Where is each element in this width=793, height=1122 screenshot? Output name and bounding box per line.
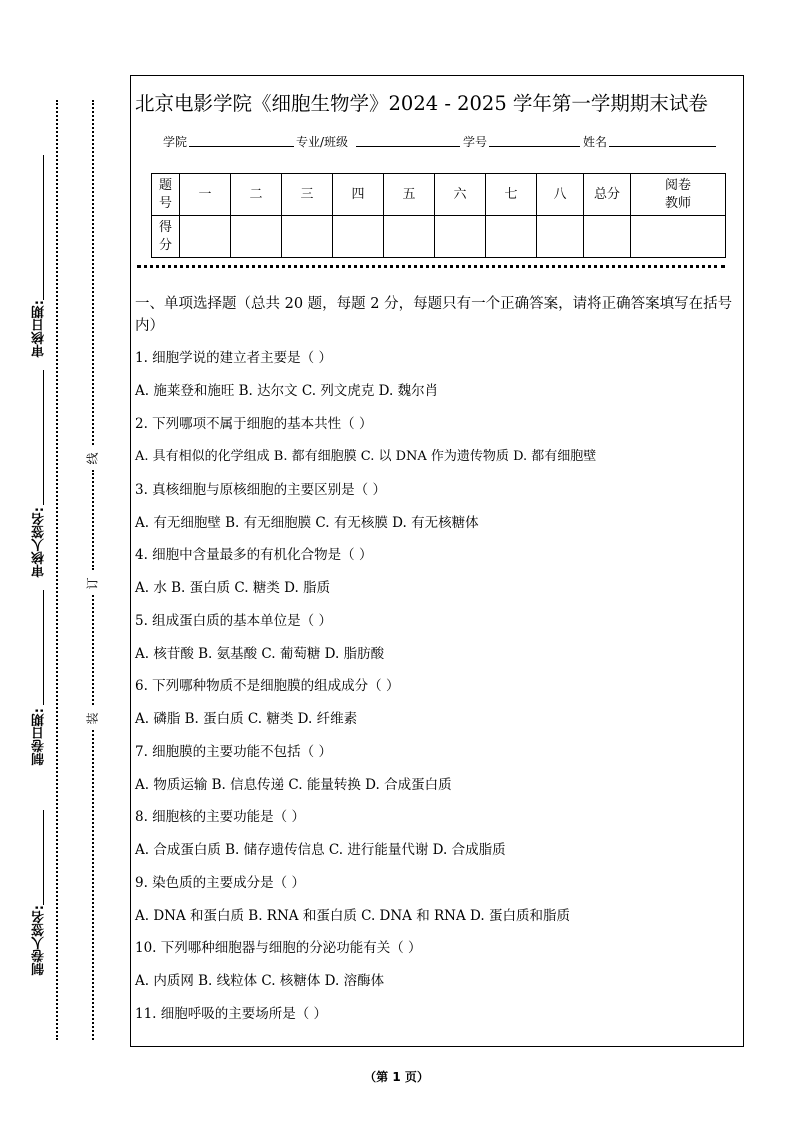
bind-dotted-line-mid2 bbox=[92, 595, 94, 705]
question-options: A. 物质运输 B. 信息传递 C. 能量转换 D. 合成蛋白质 bbox=[135, 777, 452, 793]
question-options: A. DNA 和蛋白质 B. RNA 和蛋白质 C. DNA 和 RNA D. 蛋白质和脂质 bbox=[135, 908, 570, 924]
score-col: 一 bbox=[180, 174, 231, 216]
question-options: A. 具有相似的化学组成 B. 都有细胞膜 C. 以 DNA 作为遗传物质 D. 都有细胞壁 bbox=[135, 449, 597, 464]
page-number: （第 1 页） bbox=[364, 1070, 429, 1084]
score-table bbox=[151, 173, 726, 258]
question: 9. 染色质的主要成分是（ ） bbox=[135, 875, 305, 891]
score-cell[interactable] bbox=[584, 216, 631, 258]
college-label: 学院 bbox=[163, 135, 188, 149]
question-options: A. 磷脂 B. 蛋白质 C. 糖类 D. 纤维素 bbox=[135, 711, 358, 727]
score-col-reviewer: 阅卷教师 bbox=[631, 174, 726, 216]
question: 10. 下列哪种细胞器与细胞的分泌功能有关（ ） bbox=[135, 940, 422, 956]
name-field[interactable] bbox=[609, 146, 716, 147]
bind-char: 订 bbox=[85, 577, 100, 590]
score-col: 六 bbox=[435, 174, 486, 216]
score-cell[interactable] bbox=[537, 216, 584, 258]
question-options: A. 有无细胞壁 B. 有无细胞膜 C. 有无核膜 D. 有无核糖体 bbox=[135, 515, 479, 531]
review-date-line bbox=[43, 155, 44, 300]
question: 2. 下列哪项不属于细胞的基本共性（ ） bbox=[135, 416, 373, 432]
score-row-head: 得分 bbox=[152, 216, 180, 258]
make-date-label: 制卷日期: bbox=[32, 708, 47, 766]
reviewer-sign-label: 审核人签名: bbox=[32, 507, 47, 578]
score-col-total: 总分 bbox=[584, 174, 631, 216]
score-cell[interactable] bbox=[180, 216, 231, 258]
college-field[interactable] bbox=[189, 146, 294, 147]
major-label: 专业/班级 bbox=[296, 135, 349, 149]
fold-char: 装 bbox=[85, 712, 100, 725]
student-id-field[interactable] bbox=[489, 146, 580, 147]
student-id-label: 学号 bbox=[463, 135, 488, 149]
make-date-line bbox=[43, 590, 44, 705]
question: 8. 细胞核的主要功能是（ ） bbox=[135, 809, 305, 825]
score-cell[interactable] bbox=[333, 216, 384, 258]
score-table-head: 题号 bbox=[152, 174, 180, 216]
score-cell[interactable] bbox=[231, 216, 282, 258]
major-field[interactable] bbox=[356, 146, 460, 147]
question-options: A. 核苷酸 B. 氨基酸 C. 葡萄糖 D. 脂肪酸 bbox=[135, 646, 385, 662]
score-cell[interactable] bbox=[384, 216, 435, 258]
question: 11. 细胞呼吸的主要场所是（ ） bbox=[135, 1006, 328, 1022]
score-cell[interactable] bbox=[486, 216, 537, 258]
score-cell[interactable] bbox=[631, 216, 726, 258]
maker-sign-line bbox=[43, 810, 44, 905]
question-options: A. 内质网 B. 线粒体 C. 核糖体 D. 溶酶体 bbox=[135, 973, 385, 989]
left-dotted-line bbox=[56, 100, 58, 1040]
question: 1. 细胞学说的建立者主要是（ ） bbox=[135, 350, 332, 366]
question: 6. 下列哪种物质不是细胞膜的组成成分（ ） bbox=[135, 678, 400, 694]
score-col: 二 bbox=[231, 174, 282, 216]
exam-title: 北京电影学院《细胞生物学》2024 - 2025 学年第一学期期末试卷 bbox=[135, 92, 708, 115]
separator-dotted bbox=[137, 265, 725, 268]
question: 3. 真核细胞与原核细胞的主要区别是（ ） bbox=[135, 482, 386, 498]
question: 5. 组成蛋白质的基本单位是（ ） bbox=[135, 613, 332, 629]
maker-sign-label: 制卷人签名: bbox=[32, 905, 47, 976]
bind-dotted-line-mid bbox=[92, 470, 94, 570]
score-col: 八 bbox=[537, 174, 584, 216]
name-label: 姓名 bbox=[583, 135, 608, 149]
score-cell[interactable] bbox=[435, 216, 486, 258]
score-cell[interactable] bbox=[282, 216, 333, 258]
reviewer-sign-line bbox=[43, 370, 44, 505]
question-options: A. 施莱登和施旺 B. 达尔文 C. 列文虎克 D. 魏尔肖 bbox=[135, 383, 439, 399]
score-col: 七 bbox=[486, 174, 537, 216]
score-col: 三 bbox=[282, 174, 333, 216]
review-date-label: 审核日期: bbox=[32, 300, 47, 358]
section-title: 一、单项选择题（总共 20 题，每题 2 分，每题只有一个正确答案，请将正确答案填写在括号内） bbox=[135, 296, 733, 334]
score-col: 五 bbox=[384, 174, 435, 216]
question: 4. 细胞中含量最多的有机化合物是（ ） bbox=[135, 547, 373, 563]
score-col: 四 bbox=[333, 174, 384, 216]
bind-dotted-line-top bbox=[92, 100, 94, 445]
line-char: 线 bbox=[85, 452, 100, 465]
question-options: A. 合成蛋白质 B. 储存遗传信息 C. 进行能量代谢 D. 合成脂质 bbox=[135, 842, 506, 858]
bind-dotted-line-bottom bbox=[92, 730, 94, 1040]
question: 7. 细胞膜的主要功能不包括（ ） bbox=[135, 744, 332, 760]
question-options: A. 水 B. 蛋白质 C. 糖类 D. 脂质 bbox=[135, 580, 331, 596]
